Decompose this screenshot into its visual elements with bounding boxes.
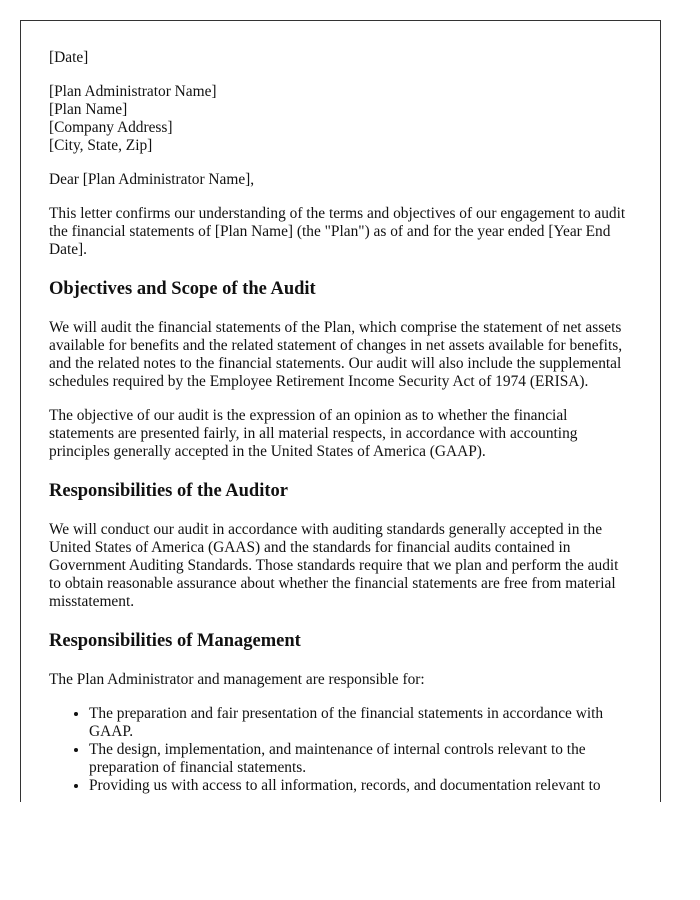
section-management-responsibilities <box>49 630 629 795</box>
section-paragraph: We will audit the financial statements of the Plan, which comprise the statement of net assets available for benefits and the related statement of changes in net assets available for benefits, and the related notes to the financial statements. Our audit will also include the supplemental schedules required by the Employee Retirement Income Security Act of 1974 (ERISA). <box>49 319 623 390</box>
intro-paragraph: This letter confirms our understanding of the terms and objectives of our engagement to audit the financial statements of [Plan Name] (the "Plan") as of and for the year ended [Year End Date]. <box>49 205 626 258</box>
section-paragraph: The objective of our audit is the expression of an opinion as to whether the financial statements are presented fairly, in all material respects, in accordance with accounting principles generally accepted in the United States of America (GAAP). <box>49 407 578 460</box>
list-item: • Providing us with access to all information, records, and documentation relevant to <box>89 777 629 795</box>
section-heading: Responsibilities of Management <box>49 631 301 651</box>
recipient-company-address: [Company Address] <box>49 119 173 136</box>
recipient-name: [Plan Administrator Name] <box>49 83 217 100</box>
letter-date: [Date] <box>49 49 89 66</box>
section-auditor-responsibilities <box>49 480 629 611</box>
section-heading: Objectives and Scope of the Audit <box>49 279 316 299</box>
responsibilities-list <box>49 705 629 795</box>
recipient-plan-name: [Plan Name] <box>49 101 128 118</box>
engagement-letter <box>21 21 660 795</box>
document-viewport[interactable] <box>20 20 661 802</box>
section-objectives-scope <box>49 278 629 461</box>
recipient-city-state-zip: [City, State, Zip] <box>49 137 153 154</box>
section-heading: Responsibilities of the Auditor <box>49 481 288 501</box>
recipient-address <box>49 83 629 155</box>
section-paragraph: The Plan Administrator and management are responsible for: <box>49 671 425 688</box>
section-paragraph: We will conduct our audit in accordance with auditing standards generally accepted in the United States of America (GAAS) and the standards for financial audits contained in Government Auditing Standards. Those standards require that we plan and perform the audit to obtain reasonable assurance about whether the financial statements are free from material misstatement. <box>49 521 619 610</box>
list-item: • The design, implementation, and maintenance of internal controls relevant to the preparation of financial statements. <box>89 741 629 777</box>
list-item: • The preparation and fair presentation of the financial statements in accordance with GAAP. <box>89 705 629 741</box>
salutation: Dear [Plan Administrator Name], <box>49 171 255 188</box>
